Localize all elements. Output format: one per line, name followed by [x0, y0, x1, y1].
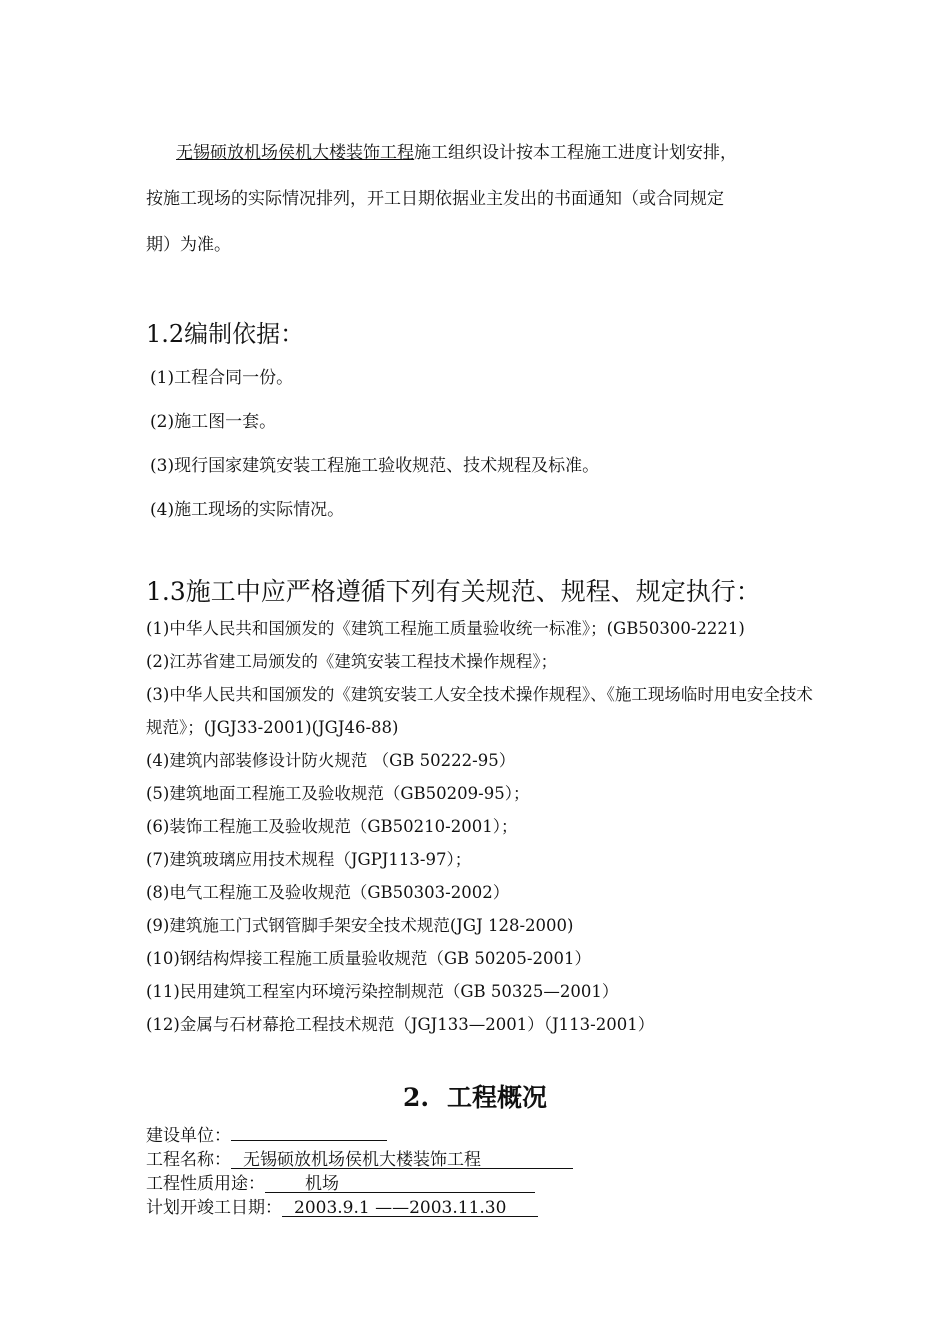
field-schedule — [146, 1196, 573, 1220]
list-item: (9)建筑施工门式钢管脚手架安全技术规范(JGJ 128-2000) — [146, 916, 574, 935]
standards-list — [146, 612, 826, 1041]
section-2-number: 2. — [402, 1083, 430, 1112]
list-item: (1)工程合同一份。 — [150, 368, 294, 388]
list-item: (7)建筑玻璃应用技术规程（JGPJ113-97）； — [146, 850, 472, 869]
list-item: (5)建筑地面工程施工及验收规范（GB50209-95）； — [146, 784, 530, 803]
list-item: (10)钢结构焊接工程施工质量验收规范（GB 50205-2001） — [146, 949, 591, 968]
section-1-2-heading: 1.2编制依据： — [146, 320, 305, 348]
list-item: (2)施工图一套。 — [150, 412, 277, 432]
list-item: (1)中华人民共和国颁发的《建筑工程施工质量验收统一标准》；(GB50300-2221) — [146, 619, 745, 638]
intro-line-2: 按施工现场的实际情况排列，开工日期依据业主发出的书面通知（或合同规定 — [146, 189, 724, 209]
list-item: (4)建筑内部装修设计防火规范 （GB 50222-95） — [146, 751, 516, 770]
field-label: 工程性质用途： — [146, 1174, 265, 1194]
intro-paragraph — [146, 136, 816, 263]
project-name-link: 无锡硕放机场侯机大楼装饰工程 — [176, 143, 414, 163]
list-item: (2)江苏省建工局颁发的《建筑安装工程技术操作规程》； — [146, 652, 558, 671]
list-item: (11)民用建筑工程室内环境污染控制规范（GB 50325—2001） — [146, 982, 619, 1001]
project-info-fields — [146, 1120, 573, 1220]
field-label: 工程名称： — [146, 1150, 231, 1170]
field-label: 建设单位： — [146, 1126, 231, 1146]
list-item: (3)现行国家建筑安装工程施工验收规范、技术规程及标准。 — [150, 456, 600, 476]
list-item: (4)施工现场的实际情况。 — [150, 500, 345, 520]
field-construction-unit — [146, 1120, 573, 1148]
intro-line-1 — [146, 136, 816, 171]
list-item: (12)金属与石材幕抢工程技术规范（JGJ133—2001）（J113-2001） — [146, 1015, 655, 1034]
intro-line-1-text: 施工组织设计按本工程施工进度计划安排， — [414, 143, 737, 163]
field-value: 2003.9.1 ——2003.11.30 — [282, 1196, 538, 1217]
list-item: (6)装饰工程施工及验收规范（GB50210-2001）； — [146, 817, 518, 836]
field-label: 计划开竣工日期： — [146, 1198, 282, 1218]
section-2-title: 工程概况 — [447, 1083, 548, 1112]
intro-line-3: 期）为准。 — [146, 235, 231, 255]
field-project-use — [146, 1172, 573, 1196]
field-value — [231, 1120, 387, 1141]
field-value: 机场 — [265, 1172, 535, 1193]
list-item: (3)中华人民共和国颁发的《建筑安装工人安全技术操作规程》、《施工现场临时用电安全技术规范》；(JGJ33-2001)(JGJ46-88) — [146, 685, 813, 737]
field-value: 无锡硕放机场侯机大楼装饰工程 — [231, 1148, 573, 1169]
basis-list — [150, 356, 599, 532]
section-1-3-heading: 1.3施工中应严格遵循下列有关规范、规程、规定执行： — [146, 577, 761, 606]
list-item: (8)电气工程施工及验收规范（GB50303-2002） — [146, 883, 510, 902]
section-2-heading — [0, 1078, 950, 1114]
field-project-name — [146, 1148, 573, 1172]
